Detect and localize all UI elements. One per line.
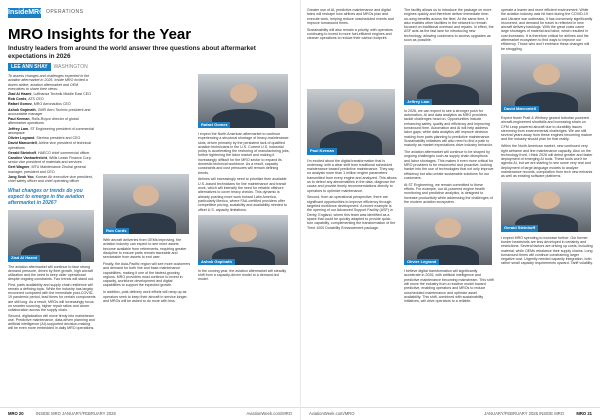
paragraph: The facility allows us to introduce the package on more engines quickly and therefore deliver immediate time-on-wing benefits across the fleet. At the same time, it also enables other facilities in the network to remain focused on traditional overhaul and repairs. In effect, the ASF acts as the fast lane for introducing new technology, allowing customers to access upgrades as soon as possible.	[404, 8, 494, 43]
paragraph: With aircraft deliveries from OEMs improving, the aviation industry can expect to see more assets become available from retirements, requiring greater discipline to ensure parts remain traceable and serviceable from assets to end user.	[103, 238, 187, 260]
participant-entry: Ziad Al Hazmi, Lufthansa Technik Middle East CEO	[8, 92, 91, 97]
paragraph: In the coming year, the aviation aftermarket will steadily shift from a capacity-driven model to a demand-led model.	[198, 268, 287, 282]
paragraph: Airlines will increasingly need to prioritize their available U.S.-based technicians for line maintenance and transit work, which will intensify the need for reliable offshore alternatives to cover heavy checks. This dynamic is already pushing more work toward Latin America, particularly Mexico, where FAA-certified providers offer competitive pricing, scalability and availability needed to offset U.S. capacity limitations.	[198, 177, 287, 212]
author-name: LEE ANN SHAY	[8, 63, 51, 71]
participant-entry: David Marcontell, Airline vice president of technical operations	[8, 141, 91, 150]
paragraph: First, parts availability and supply chain resilience will remain a defining topic. While the industry has largely recovered compared with the immediate post-COVID-19 pandemic period, lead times for certain components are still long. As a result, MROs will increasingly focus on smarter sourcing, higher repair ratios and closer collaboration across the supply chain.	[8, 282, 96, 313]
paragraph: The aviation aftermarket will continue to be shaped by ongoing challenges such as supply chain disruptions and labor shortages. This makes it even more critical for MRO providers to be resourceful and proactive, looking harder into the use of technologies that not only improve efficiency but also create sustainable solutions for our customers.	[404, 150, 494, 180]
photo-caption: Rafael Gomez	[198, 122, 230, 128]
participant-name: Rafael Gomez	[8, 102, 32, 107]
participant-role: ATS CEO	[28, 97, 44, 102]
column-4	[307, 8, 397, 404]
photo-olivier-legrand	[404, 207, 492, 265]
participant-name: Jong Seok Yoo	[8, 174, 34, 179]
inside-mro-logo: InsideMRO	[8, 9, 45, 16]
paragraph: Second, digitalization will move firmly into mainstream use. Predictive maintenance, data-driven planning and artificial intelligence (AI)-supported decision-making will be even more embedded in daily MRO operations.	[8, 313, 95, 331]
participant-role: MRO Aeronautics CEO	[33, 102, 71, 107]
photo-jeffrey-lam	[404, 45, 492, 105]
byline	[8, 64, 88, 70]
participant-entry: Paul Keenan, Rolls-Royce director of global aftermarket operations	[8, 117, 79, 126]
paragraph: Greater use of AI, predictive maintenance and digital twins will reshape how airlines and MROs plan and execute work, helping reduce unscheduled events and improve turnaround times.	[307, 8, 394, 25]
paragraph: Second, from an operational perspective, there are significant opportunities to improve efficiency through targeted workforce development. A recent example is the opening of our Advanced Support Facility (ASF) in Derby, England, where this team was identified as a space that could be quickly adapted to provide quick-turn capability, complementing the transformation of the Trent 1000 Durability Enhancement package.	[307, 195, 396, 230]
photo-rafael-gomez	[198, 74, 288, 128]
participant-name: Ashok Gopinath	[8, 107, 36, 112]
paragraph: I expect the North American aftermarket to continue experiencing a structural shortage of heavy-maintenance slots, driven primarily by the persistent lack of qualified aviation technicians in the U.S. Current U.S. industrial policy is accelerating the reshoring of manufacturing jobs, further tightening the labor market and making it increasingly difficult for the MRO sector to expand its domestic technical workforce. As a result, capacity constraints and cost pressures will remain defining trends.	[198, 132, 290, 175]
column-2	[103, 74, 191, 404]
section-label: OPERATIONS	[46, 9, 84, 15]
participant-role: Willis Lease Finance Corp. senior vice president of materials and services	[8, 155, 92, 165]
photo-ziad-al-hazmi	[8, 210, 94, 262]
photo-david-marcontell	[501, 54, 591, 112]
column-1	[8, 74, 96, 404]
participant-name: Gert Wagner	[8, 165, 30, 170]
photo-gerald-steinhoff	[501, 182, 591, 232]
paragraph: The aviation aftermarket will continue to face strong demand pressure, driven by fleet growth, high aircraft utilization and the need to keep older operational despite ongoing constraints. Two trends will stand out.	[8, 264, 95, 282]
issue-label: INSIDE MRO JANUARY/FEBRUARY 2026	[36, 411, 116, 416]
column-3	[198, 74, 290, 404]
participant-entry: Caroline Vanhaefreicht, Willis Lease Finance Corp. senior vice president of materials and services	[8, 155, 92, 165]
photo-caption: David Marcontell	[501, 106, 539, 112]
participant-entry: Olivier Legrand, Sterima president and CEO	[8, 136, 81, 141]
site-link[interactable]: AviationWeek.com/MRO	[246, 411, 292, 416]
photo-caption: Paul Keenan	[307, 148, 337, 154]
participant-name: Rob Cords	[8, 97, 27, 102]
paragraph: Finally, the Asia-Pacific region will see more customers and demand for both line and base maintenance capabilities, making it one of the fastest-growing regions. MRO providers must continue to invest in capacity, workforce development and digital capabilities to support the expected growth.	[103, 261, 191, 288]
participant-role: ST Engineering president of commercial aerospace	[8, 126, 95, 135]
participant-role: Sterima president and CEO	[36, 136, 81, 141]
participant-role: HAECO chief commercial officer	[37, 150, 90, 155]
participant-role: Airline vice president of technical operations	[8, 141, 91, 150]
page-header	[0, 0, 300, 22]
photo-caption: Ashok Gopinath	[198, 259, 235, 265]
paragraph: I believe digital transformation will significantly accelerate in 2026, with artificial intelligence and predictive maintenance becoming mainstream. This shift will move the industry from a reactive model toward predictive, enabling operators and MROs to reduce unscheduled maintenance and optimize asset availability. This shift, combined with sustainability initiatives, will drive operators to a reliable.	[404, 269, 494, 304]
paragraph: operate a leaner and more efficient environment. While the aviation industry was hit hard during the COVID-19 and Ukraine war outbreaks, it has conversely significantly recovered, and demand for travel is reflected in new aircraft delivery backlogs. With the great costs came large shortages of material and labor, which resulted in cost increases. It is therefore critical for airlines and the aftermarket ecosystem to find ways to improve our efficiency. Those who don't embrace these changes will be struggling.	[501, 8, 593, 51]
participant-role: GMR Aero Technic president and accountable manager	[8, 107, 91, 116]
column-6	[501, 8, 593, 404]
paragraph: In addition, post-delivery work efforts will ramp up as operators seek to keep their aircraft in service longer, and MROs will be asked to do more with less.	[103, 290, 188, 303]
paragraph: I'm excited about the digital transformation that is underway, with a clear shift from traditional scheduled maintenance toward predictive maintenance. They say no analysis more than 1 million engine parameters transmitted from every engine and analyzed. This allows us to detect any abnormalities in the data, diagnose the cause and provide timely recommendations directly to operators to optimize maintenance.	[307, 158, 397, 193]
participant-name: David Marcontell	[8, 141, 37, 146]
author-location: WASHINGTON	[53, 64, 88, 70]
pull-question: What changes or trends do you expect to emerge in the aviation aftermarket in 2026?	[8, 187, 85, 206]
right-page	[300, 0, 600, 420]
intro-text: To assess changes and challenges expected in the aviation aftermarket in 2026, Inside MRO invited a dozen airline, aviation aftermarket and OEM executives to share their views:	[8, 74, 90, 91]
site-link[interactable]: AviationWeek.com/MRO	[309, 411, 355, 416]
participant-list	[8, 92, 96, 183]
participant-role: Lufthansa Technik Middle East CEO	[33, 92, 91, 97]
article-dek: Industry leaders from around the world answer three questions about aftermarket expectations in 2026	[8, 45, 256, 60]
paragraph: Expect fewer Pratt & Whitney geared turbofan powered aircraft-engineered shortfalls and increasing strain on CFM Leap powered aircraft due to durability issues stemming from environmental challenges. We are still several years away from these engines becoming mature and the industry should plan for that reality.	[501, 115, 593, 142]
participant-entry: Jeffrey Lam, ST Engineering president of commercial aerospace	[8, 126, 95, 135]
photo-caption: Olivier Legrand	[404, 259, 439, 265]
participant-entry: Ashok Gopinath, GMR Aero Technic president and accountable manager	[8, 107, 91, 116]
column-5	[404, 8, 494, 404]
photo-ashok-gopinath	[198, 215, 288, 265]
participant-entry: Gerald Steinhoff, HAECO chief commercial officer	[8, 150, 90, 155]
photo-rob-cords	[103, 174, 189, 234]
issue-label: JANUARY/FEBRUARY 2026 INSIDE MRO	[484, 411, 564, 416]
participant-role: Korean Air executive vice president, chief safety officer and chief operating officer	[8, 174, 93, 184]
participant-entry: Jong Seok Yoo, Korean Air executive vice president, chief safety officer and chief operating officer	[8, 174, 93, 184]
right-footer	[301, 407, 600, 420]
article-title: MRO Insights for the Year	[8, 26, 192, 43]
participant-entry: Rob Cords, ATS CEO	[8, 97, 44, 102]
participant-name: Olivier Legrand	[8, 136, 35, 141]
paragraph: Within the North American market, new continued very tight airframe and line maintenance capacity. Also on the technology front, I think 2026 will debut greater and faster deployment of emerging AI tools. These tools won't be agentic AI, but we are starting to see some very real and deployment of large language models to analyze maintenance records, compilation from tech new entrants as well as existing software platforms.	[501, 144, 593, 179]
participant-entry: Gert Wagner, MTU Maintenance Zhuhai general manager, president and CEO	[8, 165, 86, 174]
participant-role: MTU Maintenance Zhuhai general manager, president and CEO	[8, 165, 86, 174]
paragraph: At ST Engineering, we remain committed to these efforts. For example, our AI-powered engine health monitoring and predictive analytics, is designed to increase productivity while addressing the challenges of the modern aviation ecosystem.	[404, 182, 493, 204]
photo-paul-keenan	[307, 89, 395, 155]
participant-name: Paul Keenan	[8, 117, 30, 122]
participant-name: Ziad Al Hazmi	[8, 92, 32, 97]
page-number: MRO 20	[8, 411, 24, 416]
participant-name: Gerald Steinhoff	[8, 150, 36, 155]
participant-entry: Rafael Gomez, MRO Aeronautics CEO	[8, 102, 71, 107]
paragraph: In 2026, we can expect to see a stronger push for automation, AI and data analytics as MRO providers tackle challenges head on. Opportunities include enhancing safety, quality and efficiency and improving turnaround time. Automation and AI will help address labor gaps, while data analytics will improve decision making from parts planning to predictive maintenance. Sustainability initiatives will also need to find a path to maturity as market expectations drive industry behavior.	[404, 108, 493, 148]
left-footer	[0, 407, 300, 420]
page-number: MRO 21	[576, 411, 592, 416]
photo-caption: Gerald Steinhoff	[501, 225, 538, 231]
paragraph: Sustainability will also remain a priority, with operators continuing to invest in more fuel-efficient engines and cleaner operations to reduce their carbon footprint.	[307, 27, 393, 41]
participant-name: Caroline Vanhaefreicht	[8, 155, 47, 160]
participant-role: Rolls-Royce director of global aftermarket operations	[8, 117, 79, 126]
participant-name: Jeffrey Lam	[8, 126, 29, 131]
photo-caption: Jeffrey Lam	[404, 99, 432, 105]
paragraph: I expect MRO spending to increase further. Our former border headwinds are less developed in certainty and restrictions. Several factors are driving up costs, including material, while OEMs rebalance their supply chains. Long turnaround times will continue constraining larger negative cost. Urgently needed capacity integration, both rather small capacity requirements upward. Tariff volatility.	[501, 235, 593, 266]
photo-caption: Rob Cords	[103, 228, 129, 234]
photo-caption: Ziad Al Hazmi	[8, 255, 40, 261]
